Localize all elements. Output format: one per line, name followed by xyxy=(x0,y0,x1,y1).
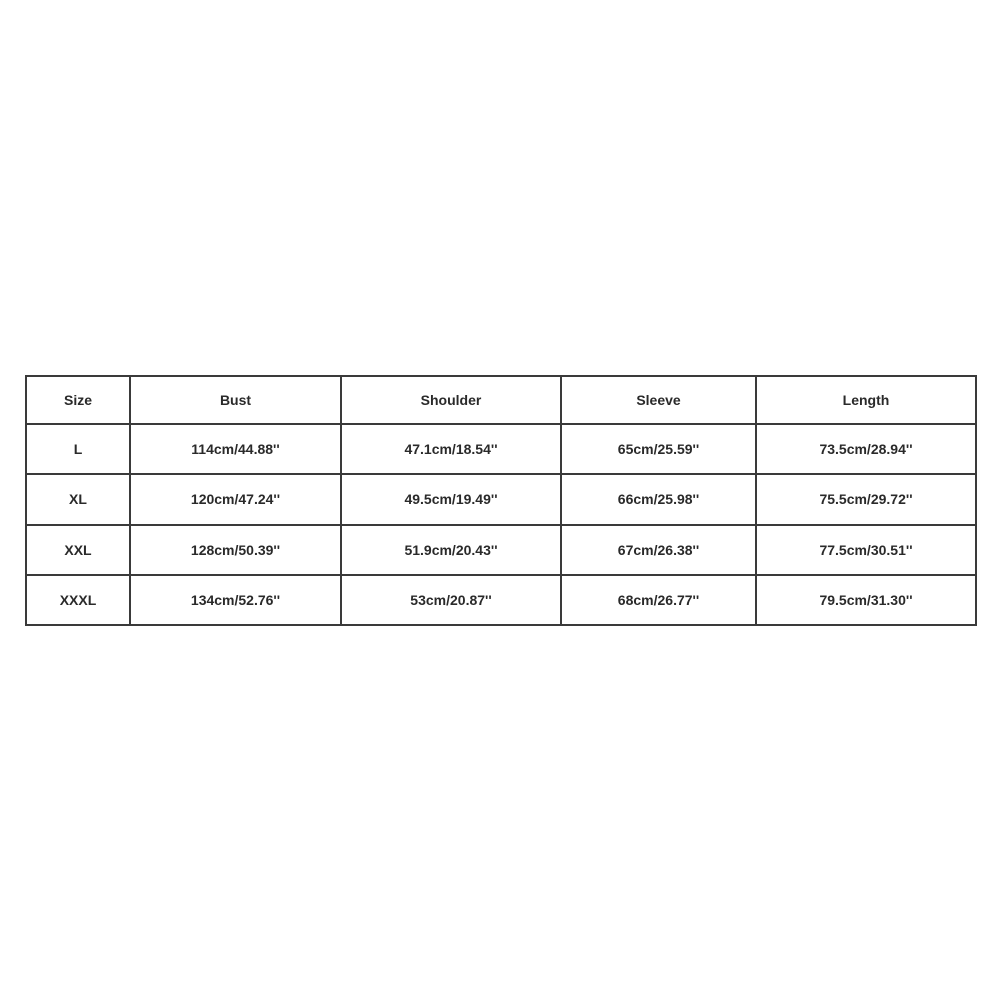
header-sleeve: Sleeve xyxy=(561,376,756,424)
cell-shoulder: 53cm/20.87'' xyxy=(341,575,561,625)
table-row xyxy=(26,575,976,625)
cell-shoulder: 51.9cm/20.43'' xyxy=(341,525,561,575)
cell-length: 79.5cm/31.30'' xyxy=(756,575,976,625)
cell-bust: 114cm/44.88'' xyxy=(130,424,341,474)
header-shoulder: Shoulder xyxy=(341,376,561,424)
cell-length: 75.5cm/29.72'' xyxy=(756,474,976,524)
cell-size: XXL xyxy=(26,525,130,575)
cell-bust: 128cm/50.39'' xyxy=(130,525,341,575)
cell-sleeve: 67cm/26.38'' xyxy=(561,525,756,575)
table-header-row xyxy=(26,376,976,424)
cell-sleeve: 68cm/26.77'' xyxy=(561,575,756,625)
cell-sleeve: 66cm/25.98'' xyxy=(561,474,756,524)
table-row xyxy=(26,474,976,524)
table-row xyxy=(26,525,976,575)
header-bust: Bust xyxy=(130,376,341,424)
cell-size: L xyxy=(26,424,130,474)
cell-length: 77.5cm/30.51'' xyxy=(756,525,976,575)
cell-sleeve: 65cm/25.59'' xyxy=(561,424,756,474)
header-size: Size xyxy=(26,376,130,424)
cell-size: XXXL xyxy=(26,575,130,625)
cell-shoulder: 49.5cm/19.49'' xyxy=(341,474,561,524)
cell-length: 73.5cm/28.94'' xyxy=(756,424,976,474)
cell-shoulder: 47.1cm/18.54'' xyxy=(341,424,561,474)
size-chart-table xyxy=(25,375,977,626)
cell-size: XL xyxy=(26,474,130,524)
cell-bust: 120cm/47.24'' xyxy=(130,474,341,524)
table-row xyxy=(26,424,976,474)
cell-bust: 134cm/52.76'' xyxy=(130,575,341,625)
header-length: Length xyxy=(756,376,976,424)
